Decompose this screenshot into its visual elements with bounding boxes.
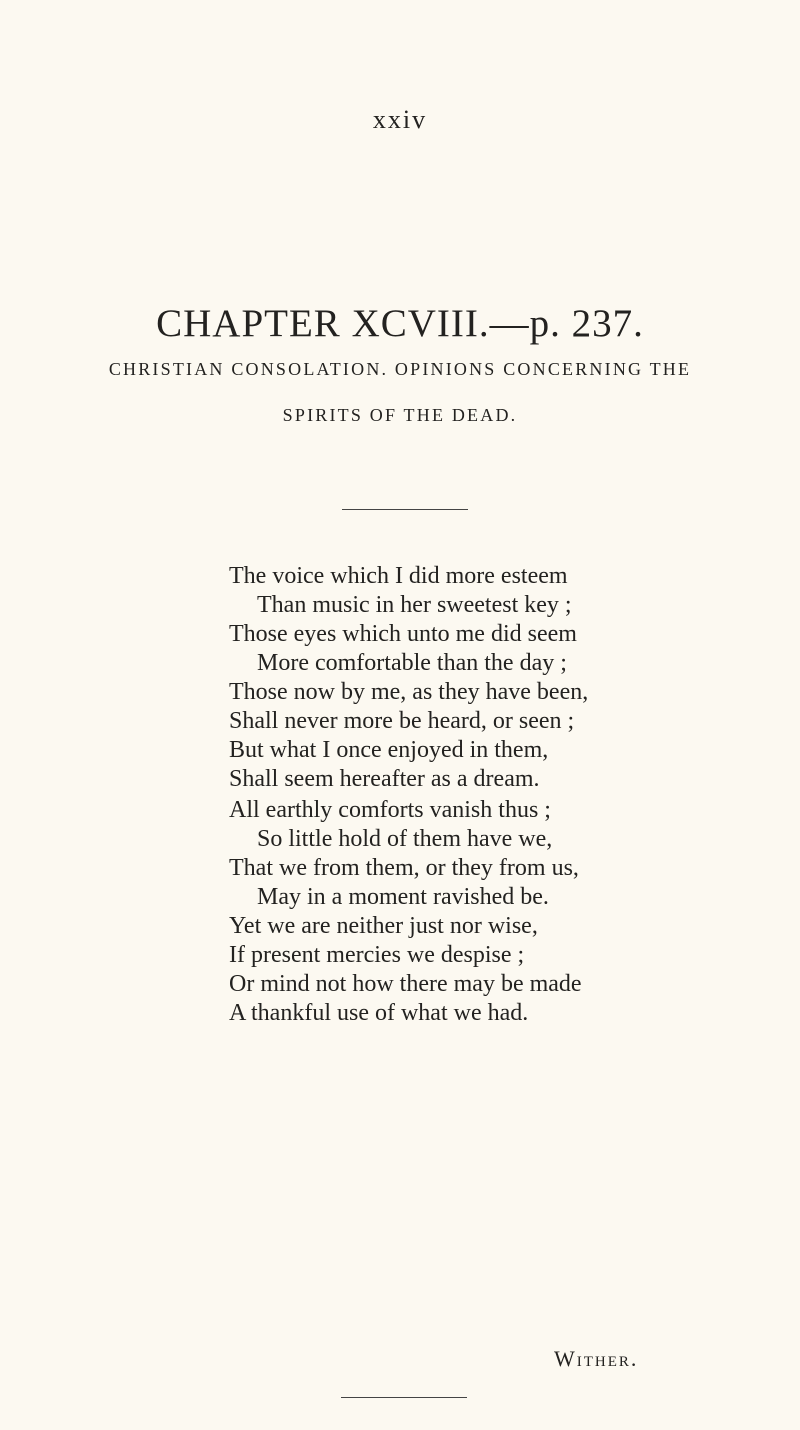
poem-line: Shall never more be heard, or seen ;	[229, 708, 575, 734]
poem-line: But what I once enjoyed in them,	[229, 737, 549, 763]
poem-line: The voice which I did more esteem	[229, 563, 568, 589]
chapter-subtitle-line-2: SPIRITS OF THE DEAD.	[282, 405, 518, 425]
poem-line: Those eyes which unto me did seem	[229, 621, 577, 647]
poem-line: More comfortable than the day ;	[257, 650, 567, 676]
poem-line: Yet we are neither just nor wise,	[229, 913, 538, 939]
poem-line: That we from them, or they from us,	[229, 855, 579, 881]
poem-line: So little hold of them have we,	[257, 826, 553, 852]
divider-rule-top	[342, 509, 468, 510]
poem-line: Shall seem hereafter as a dream.	[229, 766, 540, 792]
poem-attribution: Wither.	[554, 1346, 639, 1371]
poem-line: Or mind not how there may be made	[229, 971, 582, 997]
poem-line: A thankful use of what we had.	[229, 1000, 529, 1026]
poem-line: Those now by me, as they have been,	[229, 679, 589, 705]
poem-line: All earthly comforts vanish thus ;	[229, 797, 551, 823]
poem-line: May in a moment ravished be.	[257, 884, 549, 910]
poem-line: If present mercies we despise ;	[229, 942, 525, 968]
page-number: xxiv	[372, 105, 428, 134]
chapter-subtitle-line-1: CHRISTIAN CONSOLATION. OPINIONS CONCERNING THE	[108, 359, 692, 379]
chapter-heading: CHAPTER XCVIII.—p. 237.	[156, 302, 644, 345]
divider-rule-bottom	[341, 1397, 467, 1398]
poem-line: Than music in her sweetest key ;	[257, 592, 572, 618]
